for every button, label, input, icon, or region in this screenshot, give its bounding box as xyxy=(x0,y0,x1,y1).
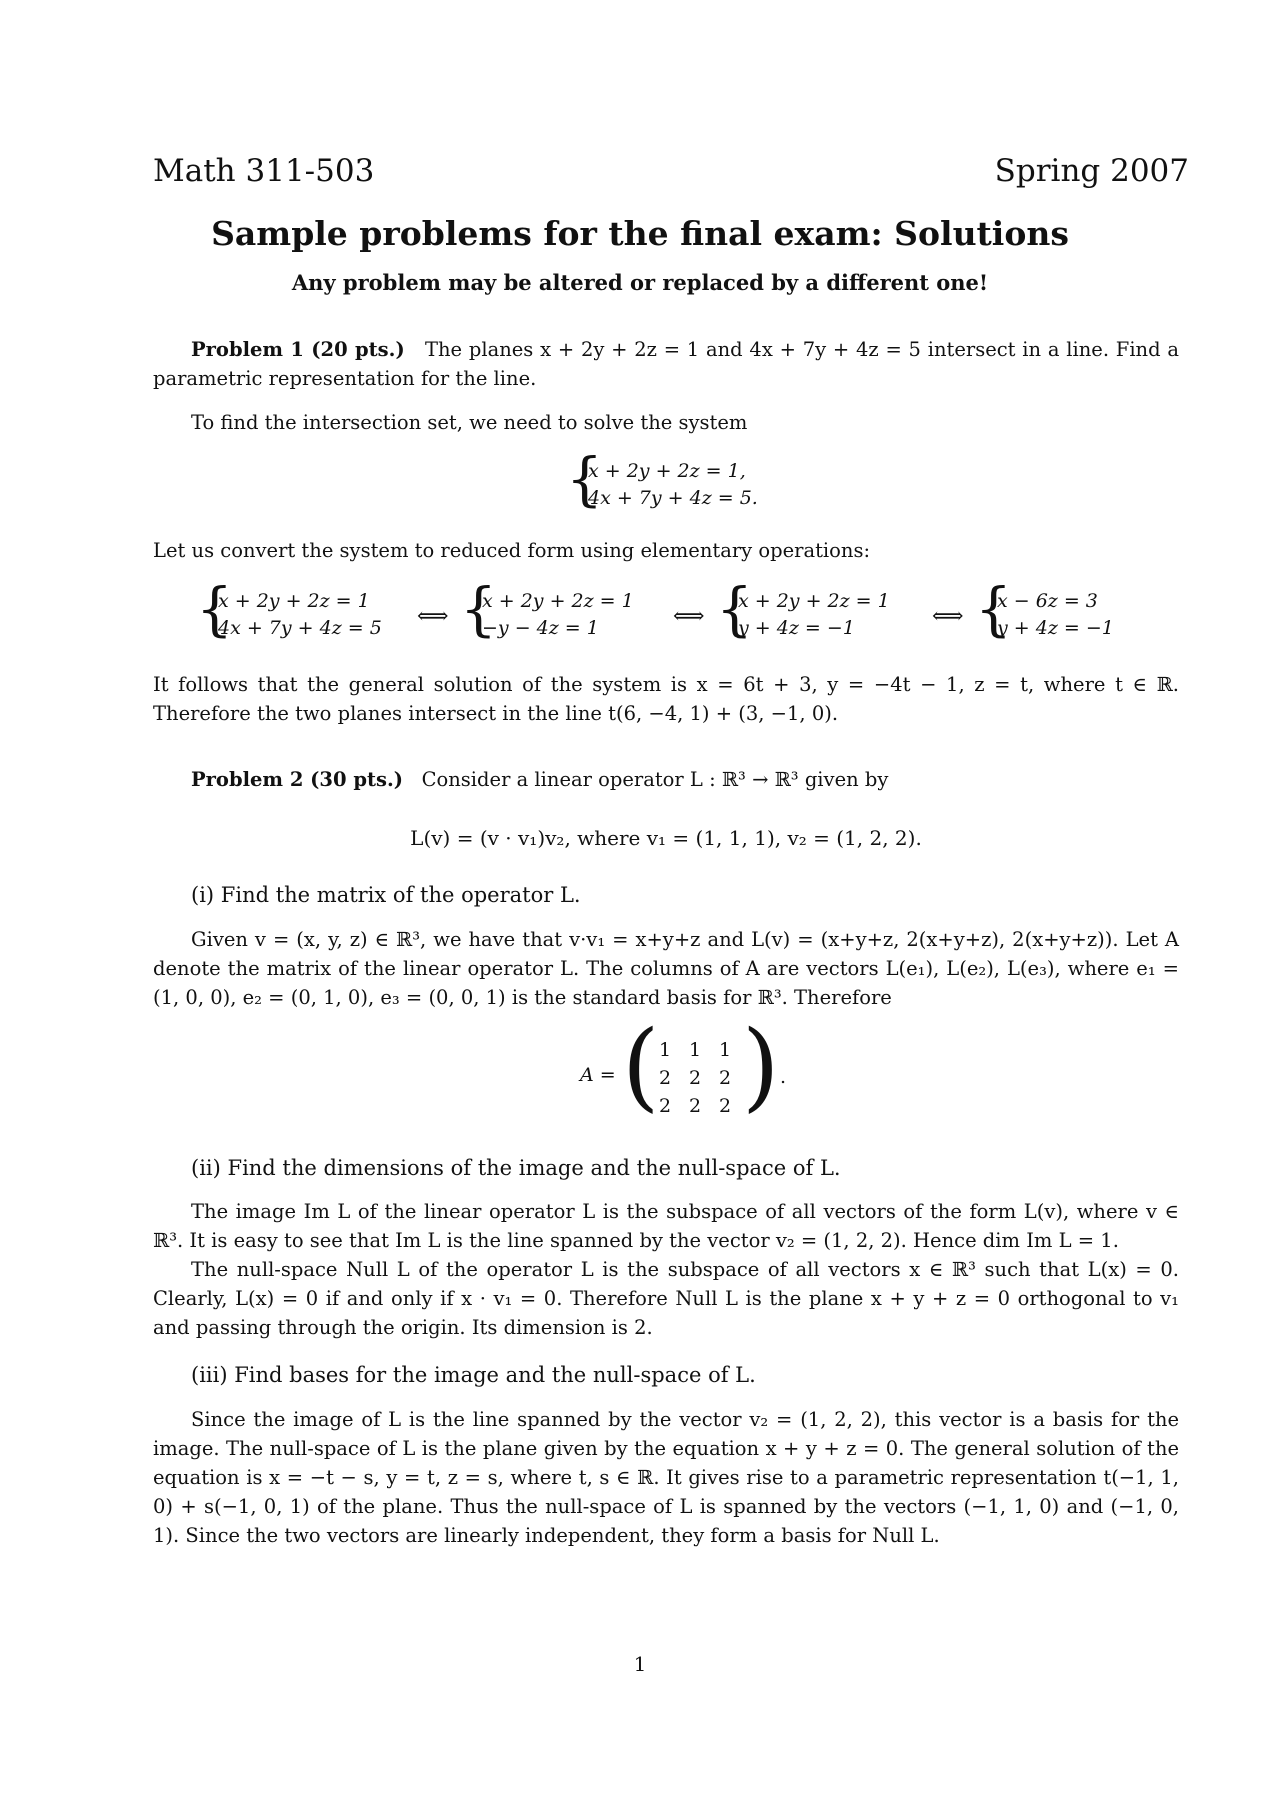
chain-4-eq-1: x − 6z = 3 xyxy=(997,590,1098,612)
matrix-cell: 2 xyxy=(718,1095,732,1117)
matrix-cell: 2 xyxy=(718,1067,732,1089)
chain-3-eq-1: x + 2y + 2z = 1 xyxy=(738,590,890,612)
chain-4-eq-2: y + 4z = −1 xyxy=(997,617,1114,639)
operator-formula: L(v) = (v · v₁)v₂, where v₁ = (1, 1, 1), v₂ = (1, 2, 2). xyxy=(410,826,922,850)
matrix-right-paren: ) xyxy=(742,1010,780,1122)
chain-brace-1: { xyxy=(196,575,233,643)
problem1-intro: To find the intersection set, we need to solve the system xyxy=(191,411,748,434)
term-label: Spring 2007 xyxy=(994,153,1189,189)
problem2-text: Consider a linear operator L : ℝ³ → ℝ³ given by xyxy=(421,768,889,791)
problem1-statement xyxy=(153,335,1179,393)
document-title: Sample problems for the final exam: Solutions xyxy=(211,214,1069,253)
system-brace: { xyxy=(566,445,603,513)
chain-brace-4: { xyxy=(975,575,1012,643)
chain-1-eq-2: 4x + 7y + 4z = 5 xyxy=(218,617,382,639)
equiv-arrow-1: ⟺ xyxy=(417,604,449,629)
matrix-label: A = xyxy=(580,1064,616,1086)
part2-answer-image: The image Im L of the linear operator L is the subspace of all vectors of the form L(v), where v ∈ ℝ³. It is easy to see that Im L is the line spanned by the vector v₂ = (1, 2, 2). Hence dim Im L = 1. xyxy=(153,1200,1179,1252)
part1-answer: Given v = (x, y, z) ∈ ℝ³, we have that v·v₁ = x+y+z and L(v) = (x+y+z, 2(x+y+z), 2(x+y+z)). Let A denote the matrix of the linear operator L. The columns of A are vectors L(e₁), L(e₂), L(e₃), where e₁ = (1, 0, 0), e₂ = (0, 1, 0), e₃ = (0, 0, 1) is the standard basis for ℝ³. Therefore xyxy=(153,928,1179,1009)
problem2-heading: Problem 2 (30 pts.) xyxy=(191,768,403,791)
equiv-arrow-2: ⟺ xyxy=(673,604,705,629)
chain-brace-3: { xyxy=(716,575,753,643)
equiv-arrow-3: ⟺ xyxy=(932,604,964,629)
part3-question: (iii) Find bases for the image and the null-space of L. xyxy=(191,1363,756,1387)
system-eq-1: x + 2y + 2z = 1, xyxy=(588,460,746,482)
problem1-conclusion: It follows that the general solution of the system is x = 6t + 3, y = −4t − 1, z = t, where t ∈ ℝ. Therefore the two planes intersect in the line t(6, −4, 1) + (3, −1, 0). xyxy=(153,673,1179,725)
document-subtitle: Any problem may be altered or replaced by a different one! xyxy=(291,270,989,295)
matrix-period: . xyxy=(780,1066,787,1088)
problem1-text: The planes x + 2y + 2z = 1 and 4x + 7y + 4z = 5 intersect in a line. Find a parametric representation for the line. xyxy=(153,338,1179,390)
page-number: 1 xyxy=(633,1652,647,1676)
matrix-cell: 1 xyxy=(688,1039,702,1061)
matrix-cell: 2 xyxy=(658,1067,672,1089)
matrix-cell: 2 xyxy=(658,1095,672,1117)
course-label: Math 311-503 xyxy=(153,153,375,189)
matrix-left-paren: ( xyxy=(622,1010,660,1122)
part2-question: (ii) Find the dimensions of the image and the null-space of L. xyxy=(191,1156,841,1180)
part1-question: (i) Find the matrix of the operator L. xyxy=(191,883,581,907)
chain-brace-2: { xyxy=(460,575,497,643)
matrix-cell: 2 xyxy=(688,1095,702,1117)
matrix-cell: 1 xyxy=(718,1039,732,1061)
chain-2-eq-1: x + 2y + 2z = 1 xyxy=(482,590,634,612)
problem1-heading: Problem 1 (20 pts.) xyxy=(191,338,405,361)
chain-3-eq-2: y + 4z = −1 xyxy=(738,617,855,639)
problem1-reduce-text: Let us convert the system to reduced form using elementary operations: xyxy=(153,539,871,562)
part3-answer: Since the image of L is the line spanned by the vector v₂ = (1, 2, 2), this vector is a basis for the image. The null-space of L is the plane given by the equation x + y + z = 0. The general solution of the equation is x = −t − s, y = t, z = s, where t, s ∈ ℝ. It gives rise to a parametric representation t(−1, 1, 0) + s(−1, 0, 1) of the plane. Thus the null-space of L is spanned by the vectors (−1, 1, 0) and (−1, 0, 1). Since the two vectors are linearly independent, they form a basis for Null L. xyxy=(153,1408,1179,1547)
chain-1-eq-1: x + 2y + 2z = 1 xyxy=(218,590,370,612)
system-eq-2: 4x + 7y + 4z = 5. xyxy=(588,487,758,509)
chain-2-eq-2: −y − 4z = 1 xyxy=(482,617,599,639)
part2-answer-nullspace: The null-space Null L of the operator L is the subspace of all vectors x ∈ ℝ³ such that L(x) = 0. Clearly, L(x) = 0 if and only if x · v₁ = 0. Therefore Null L is the plane x + y + z = 0 orthogonal to v₁ and passing through the origin. Its dimension is 2. xyxy=(153,1258,1179,1339)
matrix-cell: 1 xyxy=(658,1039,672,1061)
problem2-statement xyxy=(153,765,1179,794)
matrix-cell: 2 xyxy=(688,1067,702,1089)
